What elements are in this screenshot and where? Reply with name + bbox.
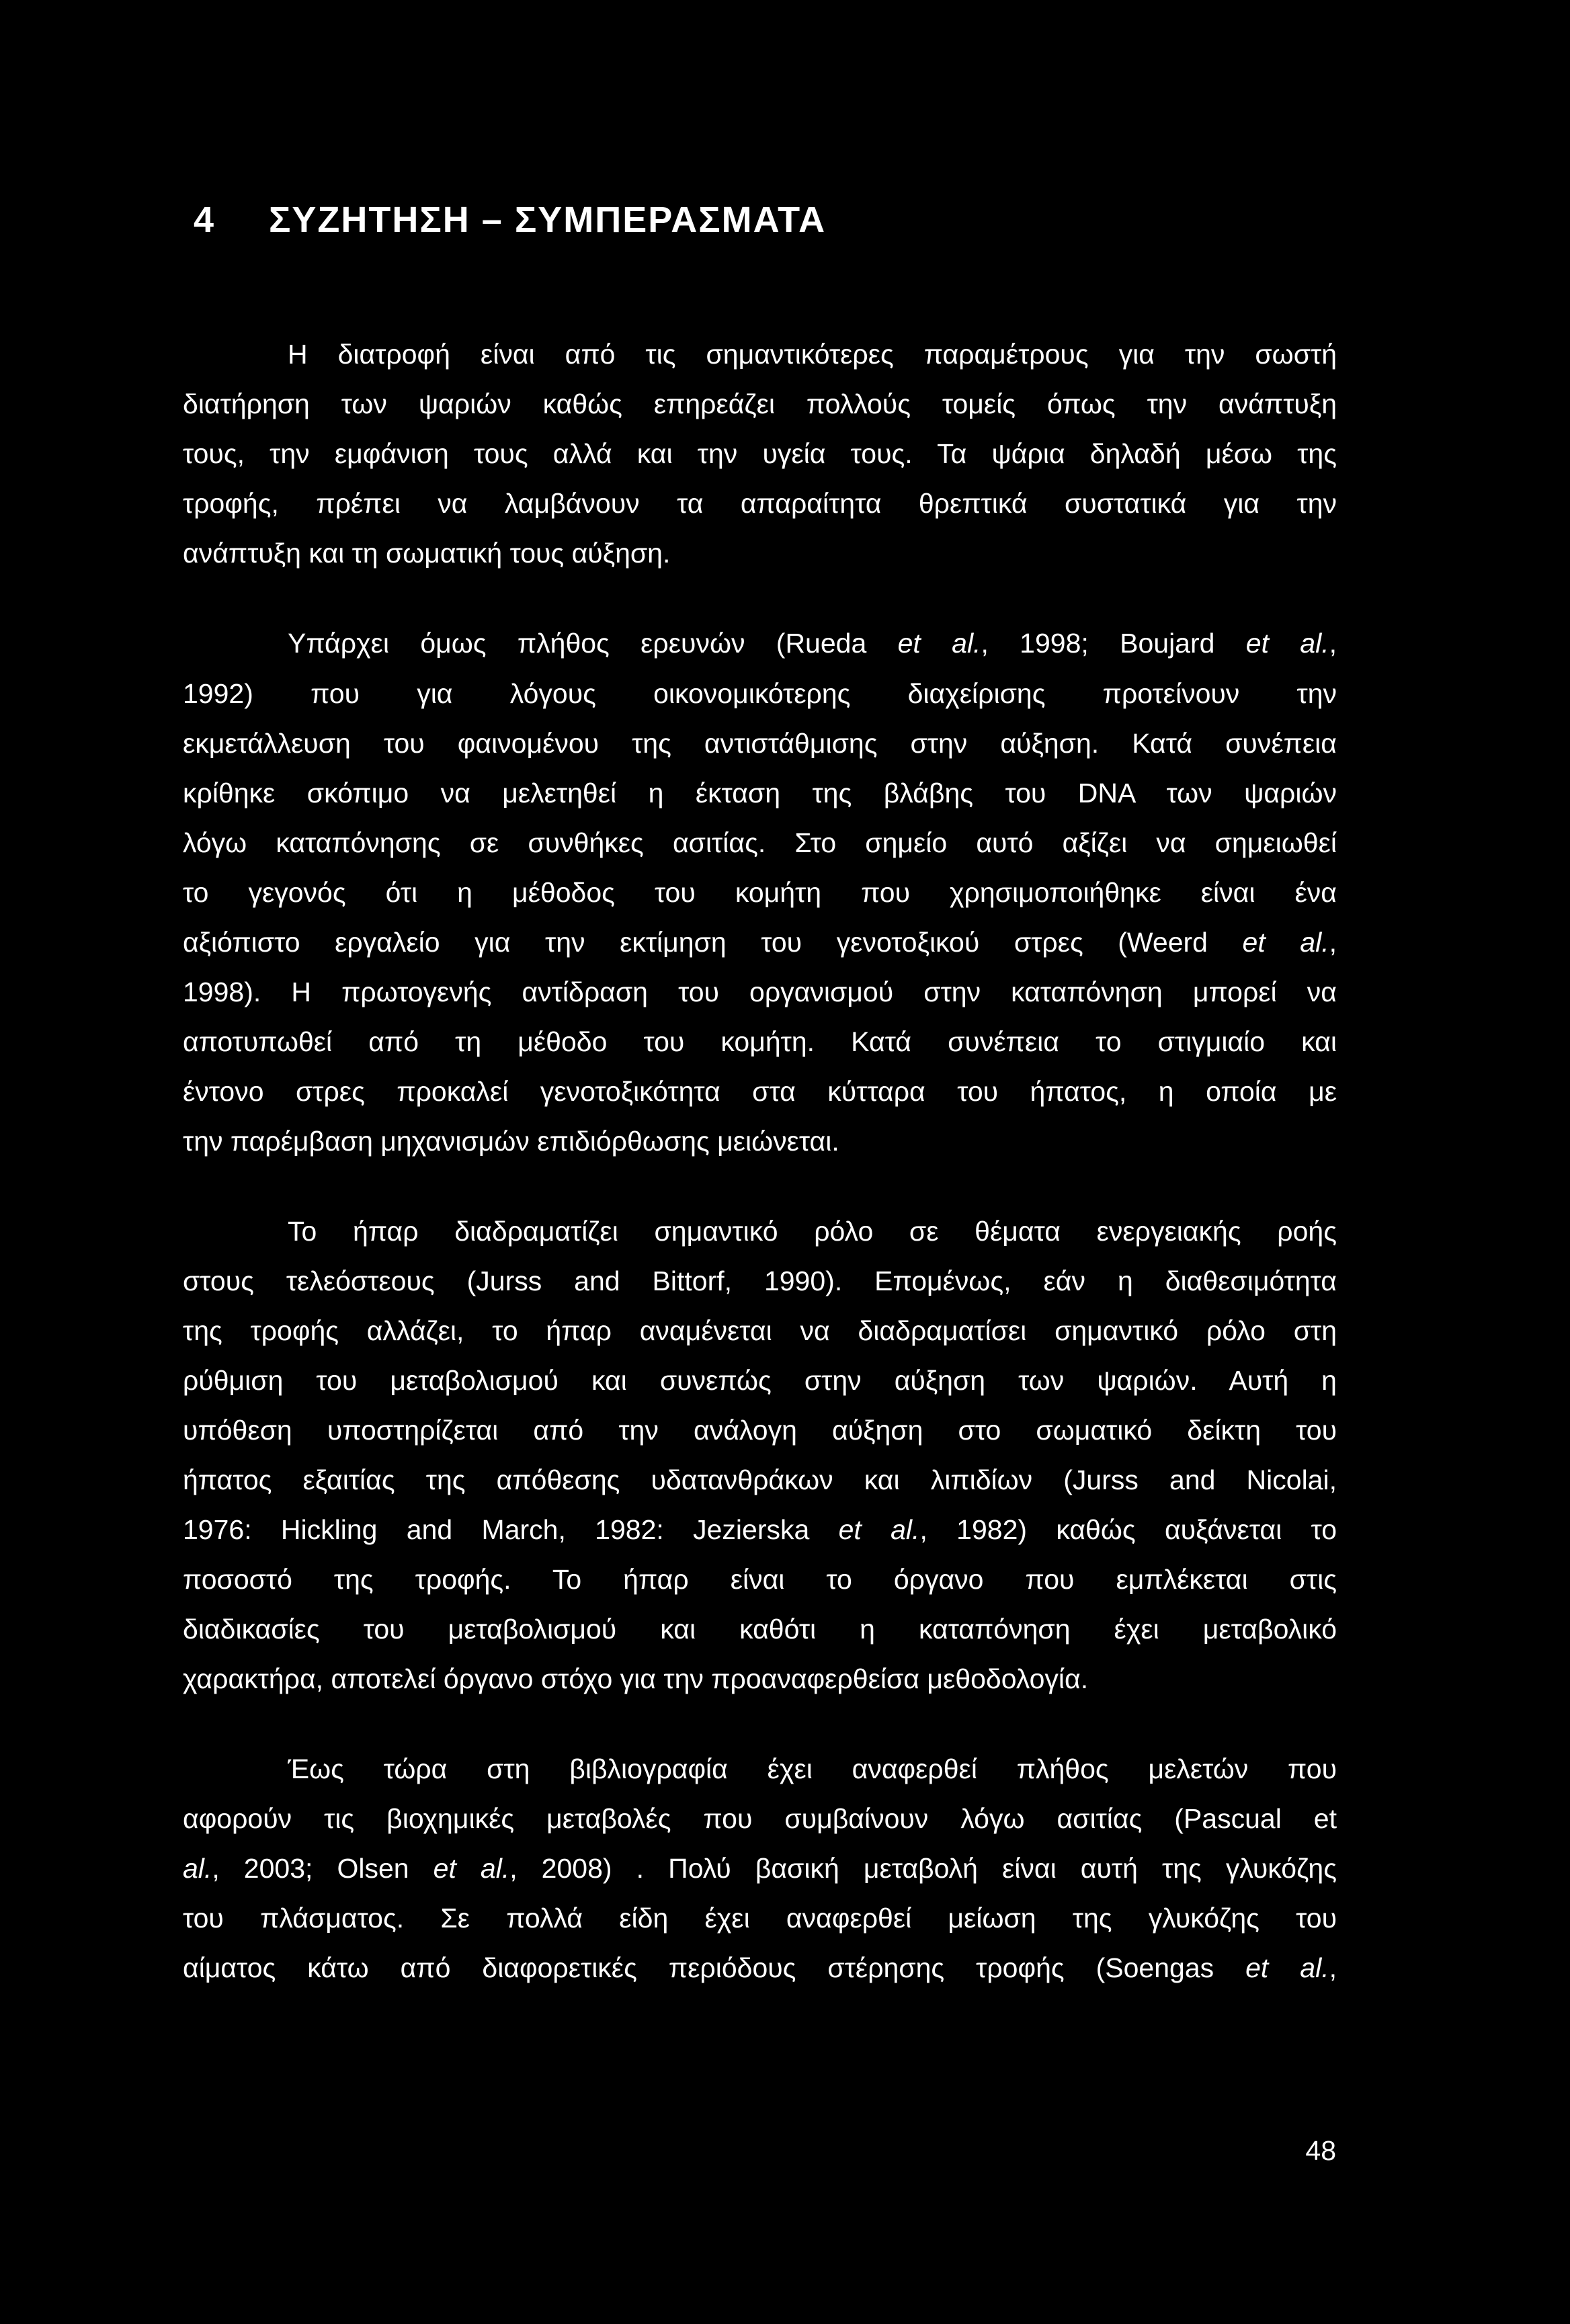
text-line: Υπάρχει όμως πλήθος ερευνών (Rueda et al., 1998; Boujard et al., <box>288 628 1337 659</box>
text-line: ρύθμιση του μεταβολισμού και συνεπώς στην αύξηση των ψαριών. Αυτή η <box>183 1365 1337 1396</box>
text-line: κρίθηκε σκόπιμο να μελετηθεί η έκταση της βλάβης του DNA των ψαριών <box>183 778 1337 808</box>
text-line: αποτυπωθεί από τη μέθοδο του κομήτη. Κατά συνέπεια το στιγμιαίο και <box>183 1026 1337 1057</box>
text-line: το γεγονός ότι η μέθοδος του κομήτη που χρησιμοποιήθηκε είναι ένα <box>183 877 1337 908</box>
text-line: 1976: Hickling and March, 1982: Jezierska et al., 1982) καθώς αυξάνεται το <box>183 1514 1337 1545</box>
text-line: της τροφής αλλάζει, το ήπαρ αναμένεται να διαδραματίσει σημαντικό ρόλο στη <box>183 1315 1337 1346</box>
text-line: την παρέμβαση μηχανισμών επιδιόρθωσης μειώνεται. <box>183 1126 839 1157</box>
text-line: 1998). Η πρωτογενής αντίδραση του οργανισμού στην καταπόνηση μπορεί να <box>183 977 1337 1007</box>
text-line: αίματος κάτω από διαφορετικές περιόδους στέρησης τροφής (Soengas et al., <box>183 1952 1337 1983</box>
text-line: έντονο στρες προκαλεί γενοτοξικότητα στα κύτταρα του ήπατος, η οποία με <box>183 1076 1337 1107</box>
section-number: 4 <box>194 200 216 240</box>
text-line: Η διατροφή είναι από τις σημαντικότερες παραμέτρους για την σωστή <box>288 339 1337 370</box>
page-number: 48 <box>1305 2135 1336 2166</box>
text-line: στους τελεόστεους (Jurss and Bittorf, 1990). Επομένως, εάν η διαθεσιμότητα <box>183 1265 1337 1296</box>
text-line: του πλάσματος. Σε πολλά είδη έχει αναφερθεί μείωση της γλυκόζης του <box>183 1903 1337 1934</box>
text-line: ήπατος εξαιτίας της απόθεσης υδατανθράκων και λιπιδίων (Jurss and Nicolai, <box>183 1464 1337 1495</box>
text-line: λόγω καταπόνησης σε συνθήκες ασιτίας. Στο σημείο αυτό αξίζει να σημειωθεί <box>183 827 1337 858</box>
text-line: εκμετάλλευση του φαινομένου της αντιστάθμισης στην αύξηση. Κατά συνέπεια <box>183 728 1337 759</box>
text-line: αξιόπιστο εργαλείο για την εκτίμηση του γενοτοξικού στρες (Weerd et al., <box>183 927 1337 958</box>
text-line: υπόθεση υποστηρίζεται από την ανάλογη αύξηση στο σωματικό δείκτη του <box>183 1415 1337 1446</box>
text-line: αφορούν τις βιοχημικές μεταβολές που συμβαίνουν λόγω ασιτίας (Pascual et <box>183 1803 1337 1834</box>
text-line: al., 2003; Olsen et al., 2008) . Πολύ βασική μεταβολή είναι αυτή της γλυκόζης <box>183 1853 1337 1884</box>
text-line: Το ήπαρ διαδραματίζει σημαντικό ρόλο σε θέματα ενεργειακής ροής <box>288 1216 1337 1247</box>
text-line: τους, την εμφάνιση τους αλλά και την υγεία τους. Τα ψάρια δηλαδή μέσω της <box>183 438 1337 469</box>
section-heading <box>194 199 826 241</box>
text-line: ανάπτυξη και τη σωματική τους αύξηση. <box>183 538 671 569</box>
text-line: Έως τώρα στη βιβλιογραφία έχει αναφερθεί πλήθος μελετών που <box>288 1753 1337 1784</box>
text-line: διαδικασίες του μεταβολισμού και καθότι η καταπόνηση έχει μεταβολικό <box>183 1614 1337 1645</box>
text-line: διατήρηση των ψαριών καθώς επηρεάζει πολλούς τομείς όπως την ανάπτυξη <box>183 388 1337 419</box>
text-line: τροφής, πρέπει να λαμβάνουν τα απαραίτητα θρεπτικά συστατικά για την <box>183 488 1337 519</box>
section-title: ΣΥΖΗΤΗΣΗ – ΣΥΜΠΕΡΑΣΜΑΤΑ <box>269 200 827 240</box>
text-line: ποσοστό της τροφής. Το ήπαρ είναι το όργανο που εμπλέκεται στις <box>183 1564 1337 1595</box>
text-line: 1992) που για λόγους οικονομικότερης διαχείρισης προτείνουν την <box>183 678 1337 709</box>
text-line: χαρακτήρα, αποτελεί όργανο στόχο για την προαναφερθείσα μεθοδολογία. <box>183 1663 1089 1694</box>
